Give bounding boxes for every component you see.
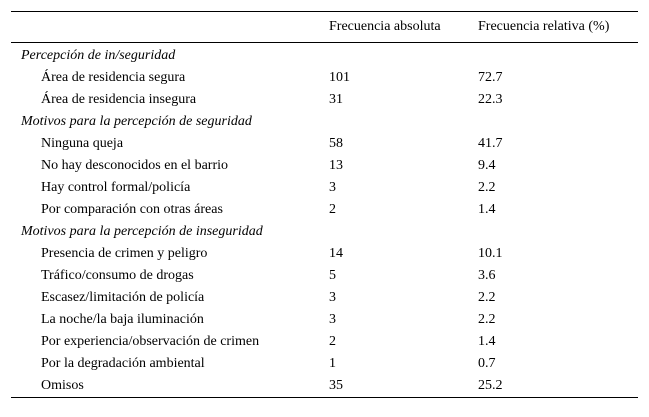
row-absolute: 101 xyxy=(329,70,350,85)
row-relative: 2.2 xyxy=(478,180,496,195)
row-label: Área de residencia segura xyxy=(41,70,186,85)
table-row xyxy=(11,243,638,265)
table-row xyxy=(11,133,638,155)
row-label: Área de residencia insegura xyxy=(41,92,197,107)
row-absolute: 58 xyxy=(329,136,343,151)
row-label: Escasez/limitación de policía xyxy=(41,290,205,305)
row-label: Por la degradación ambiental xyxy=(41,356,205,371)
section-row-security-reasons xyxy=(11,111,638,133)
row-label: Por comparación con otras áreas xyxy=(41,202,223,217)
section-title: Percepción de in/seguridad xyxy=(21,48,176,63)
section-row-insecurity-reasons xyxy=(11,221,638,243)
row-relative: 22.3 xyxy=(478,92,503,107)
section-row-perception xyxy=(11,43,638,68)
row-absolute: 14 xyxy=(329,246,343,261)
row-relative: 9.4 xyxy=(478,158,496,173)
row-absolute: 3 xyxy=(329,290,336,305)
row-label: Omisos xyxy=(41,378,84,393)
section-title: Motivos para la percepción de seguridad xyxy=(21,114,252,129)
row-relative: 3.6 xyxy=(478,268,496,283)
table-row xyxy=(11,67,638,89)
row-absolute: 2 xyxy=(329,334,336,349)
table-row xyxy=(11,177,638,199)
table-row xyxy=(11,331,638,353)
table-row xyxy=(11,375,638,398)
row-relative: 25.2 xyxy=(478,378,503,393)
header-relative-frequency: Frecuencia relativa (%) xyxy=(478,19,610,34)
table-row xyxy=(11,89,638,111)
row-label: Hay control formal/policía xyxy=(41,180,191,195)
row-absolute: 35 xyxy=(329,378,343,393)
row-absolute: 31 xyxy=(329,92,343,107)
row-label: Ninguna queja xyxy=(41,136,124,151)
row-absolute: 1 xyxy=(329,356,336,371)
table-row xyxy=(11,309,638,331)
table-row xyxy=(11,287,638,309)
row-relative: 10.1 xyxy=(478,246,503,261)
table-row xyxy=(11,353,638,375)
row-relative: 2.2 xyxy=(478,312,496,327)
row-label: Presencia de crimen y peligro xyxy=(41,246,208,261)
table-header-row xyxy=(11,12,638,43)
row-label: Tráfico/consumo de drogas xyxy=(41,268,194,283)
header-absolute-frequency: Frecuencia absoluta xyxy=(329,19,441,34)
row-label: La noche/la baja iluminación xyxy=(41,312,204,327)
header-label xyxy=(11,12,329,43)
table-row xyxy=(11,155,638,177)
row-relative: 72.7 xyxy=(478,70,503,85)
frequency-table-container xyxy=(11,11,638,398)
row-absolute: 2 xyxy=(329,202,336,217)
row-relative: 1.4 xyxy=(478,202,496,217)
row-absolute: 3 xyxy=(329,312,336,327)
row-absolute: 3 xyxy=(329,180,336,195)
row-label: Por experiencia/observación de crimen xyxy=(41,334,260,349)
row-absolute: 5 xyxy=(329,268,336,283)
row-relative: 41.7 xyxy=(478,136,503,151)
table-row xyxy=(11,199,638,221)
table-row xyxy=(11,265,638,287)
row-relative: 1.4 xyxy=(478,334,496,349)
row-relative: 2.2 xyxy=(478,290,496,305)
section-title: Motivos para la percepción de inseguridad xyxy=(21,224,263,239)
row-relative: 0.7 xyxy=(478,356,496,371)
row-label: No hay desconocidos en el barrio xyxy=(41,158,228,173)
row-absolute: 13 xyxy=(329,158,343,173)
frequency-table xyxy=(11,11,638,398)
